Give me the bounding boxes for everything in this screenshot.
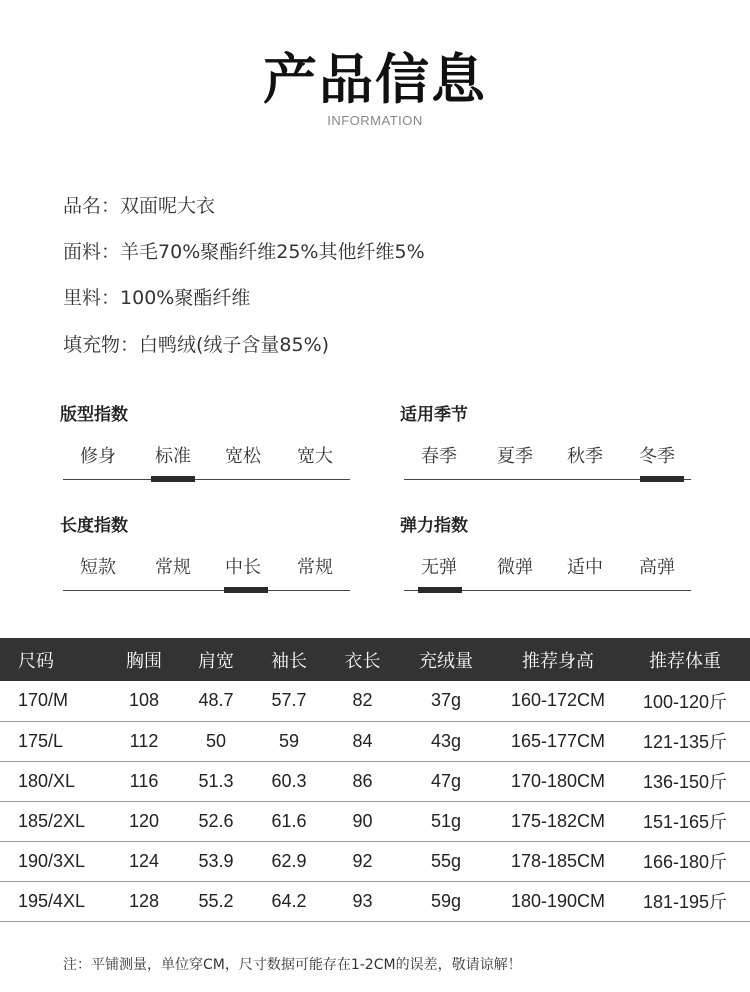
table-cell: 86 <box>352 770 373 791</box>
table-cell: 180/XL <box>18 770 76 791</box>
stretch-index-title: 弹力指数 <box>400 516 468 536</box>
season-index-title: 适用季节 <box>400 405 468 425</box>
info-label: 面料： <box>63 241 121 263</box>
table-cell: 59g <box>430 890 462 911</box>
info-lining <box>63 284 250 312</box>
length-option: 常规 <box>155 557 191 578</box>
season-option: 夏季 <box>497 446 533 467</box>
info-value: 双面呢大衣 <box>120 195 216 217</box>
table-cell: 190/3XL <box>18 850 86 871</box>
season-option: 春季 <box>421 446 457 467</box>
table-cell: 128 <box>128 890 160 911</box>
table-cell: 60.3 <box>271 770 307 791</box>
stretch-selected-marker <box>418 587 462 593</box>
stretch-option: 适中 <box>567 557 603 578</box>
fit-index-title: 版型指数 <box>60 405 128 425</box>
table-cell: 64.2 <box>271 890 307 911</box>
table-cell: 178-185CM <box>510 850 606 871</box>
info-filling <box>63 331 329 359</box>
page-subtitle: INFORMATION <box>327 113 423 128</box>
fit-scale-line <box>63 479 350 480</box>
table-cell: 175/L <box>18 730 64 751</box>
table-cell: 55g <box>430 850 462 871</box>
length-selected-marker <box>224 587 268 593</box>
table-cell: 43g <box>430 730 462 751</box>
table-cell: 151-165斤 <box>642 812 728 832</box>
table-cell: 57.7 <box>271 690 307 711</box>
stretch-option: 微弹 <box>497 557 533 578</box>
table-cell: 51g <box>430 810 462 831</box>
table-cell: 92 <box>352 850 373 871</box>
table-cell: 59 <box>278 730 300 751</box>
info-label: 品名： <box>63 195 121 217</box>
table-cell: 160-172CM <box>510 690 606 711</box>
stretch-option: 高弹 <box>639 557 675 578</box>
info-label: 填充物： <box>63 334 140 356</box>
stretch-option: 无弹 <box>421 557 457 578</box>
column-header: 胸围 <box>126 650 162 672</box>
table-cell: 185/2XL <box>18 810 86 831</box>
column-header: 推荐体重 <box>649 650 721 672</box>
fit-selected-marker <box>151 476 195 482</box>
table-cell: 120 <box>128 810 160 831</box>
info-fabric <box>63 238 425 266</box>
length-option: 短款 <box>80 557 116 578</box>
info-value: 100%聚酯纤维 <box>120 287 251 309</box>
table-cell: 116 <box>129 770 159 791</box>
table-row <box>0 881 750 921</box>
table-row <box>0 841 750 881</box>
table-cell: 181-195斤 <box>642 892 728 912</box>
table-row <box>0 721 750 761</box>
column-header: 推荐身高 <box>522 650 594 672</box>
table-cell: 166-180斤 <box>642 852 728 872</box>
table-cell: 53.9 <box>198 850 234 871</box>
season-option: 秋季 <box>567 446 603 467</box>
length-scale-line <box>63 590 350 591</box>
table-cell: 195/4XL <box>18 890 86 911</box>
table-cell: 84 <box>352 730 373 751</box>
table-cell: 175-182CM <box>510 810 606 831</box>
length-index-title: 长度指数 <box>60 516 128 536</box>
table-cell: 50 <box>205 730 227 751</box>
table-cell: 61.6 <box>271 810 307 831</box>
fit-option: 宽松 <box>225 446 261 467</box>
info-value: 白鸭绒(绒子含量85%) <box>139 334 330 356</box>
table-cell: 51.3 <box>198 770 234 791</box>
info-value: 羊毛70%聚酯纤维25%其他纤维5% <box>120 241 425 263</box>
table-cell: 121-135斤 <box>642 732 728 752</box>
column-header: 肩宽 <box>198 650 234 672</box>
table-row <box>0 761 750 801</box>
table-cell: 55.2 <box>198 890 234 911</box>
table-cell: 82 <box>352 690 373 711</box>
table-cell: 108 <box>128 690 160 711</box>
fit-option: 修身 <box>80 446 116 467</box>
page-title: 产品信息 <box>263 48 487 111</box>
season-selected-marker <box>640 476 684 482</box>
table-cell: 100-120斤 <box>642 691 728 712</box>
table-row <box>0 681 750 721</box>
length-option: 常规 <box>297 557 333 578</box>
column-header: 充绒量 <box>419 650 473 672</box>
table-cell: 124 <box>128 850 160 871</box>
table-header-row <box>0 638 750 681</box>
table-cell: 48.7 <box>198 690 234 711</box>
column-header: 衣长 <box>344 650 381 672</box>
table-cell: 136-150斤 <box>642 772 728 792</box>
measurement-note: 注：平铺测量，单位穿CM，尺寸数据可能存在1-2CM的误差，敬请谅解！ <box>63 957 522 973</box>
column-header: 袖长 <box>271 650 307 672</box>
table-cell: 180-190CM <box>510 890 606 911</box>
table-cell: 165-177CM <box>510 730 606 751</box>
season-option: 冬季 <box>639 446 675 467</box>
table-cell: 62.9 <box>271 850 307 871</box>
table-row <box>0 801 750 841</box>
table-cell: 47g <box>430 770 462 791</box>
table-cell: 170-180CM <box>510 770 606 791</box>
table-cell: 52.6 <box>198 810 234 831</box>
table-cell: 90 <box>352 810 373 831</box>
table-cell: 37g <box>430 690 462 711</box>
info-product-name <box>63 192 215 220</box>
size-table <box>0 638 750 922</box>
fit-option: 宽大 <box>297 446 333 467</box>
table-cell: 112 <box>129 730 159 751</box>
column-header: 尺码 <box>18 650 54 672</box>
info-label: 里料： <box>63 287 121 309</box>
fit-option: 标准 <box>155 446 191 467</box>
length-option: 中长 <box>225 557 261 578</box>
table-cell: 170/M <box>18 690 69 711</box>
table-cell: 93 <box>352 890 373 911</box>
